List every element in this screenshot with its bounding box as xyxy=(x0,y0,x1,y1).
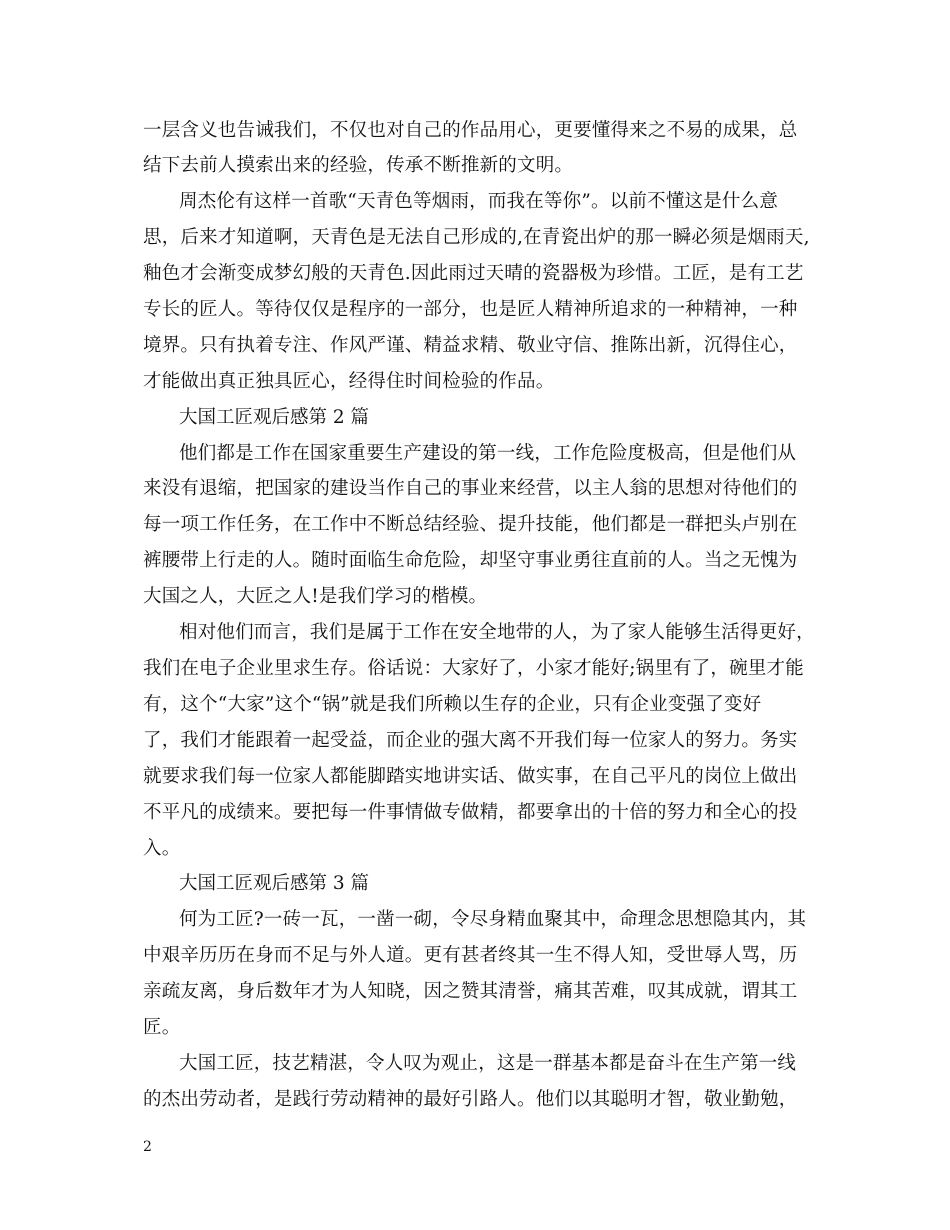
text-line: 思，后来才知道啊，天青色是无法自己形成的,在青瓷出炉的那一瞬必须是烟雨天, xyxy=(143,227,810,248)
text-line: 亲疏友离，身后数年才为人知晓，因之赞其清誉，痛其苦难，叹其成就，谓其工 xyxy=(143,981,798,1002)
text-line: 了，我们才能跟着一起受益，而企业的强大离不开我们每一位家人的努力。务实 xyxy=(143,730,798,751)
text-line: 结下去前人摸索出来的经验，传承不断推新的文明。 xyxy=(143,155,574,176)
text-line: 裤腰带上行走的人。随时面临生命危险，却坚守事业勇往直前的人。当之无愧为 xyxy=(143,550,798,571)
section-heading-3: 大国工匠观后感第 3 篇 xyxy=(179,873,370,894)
text-line: 一层含义也告诫我们，不仅也对自己的作品用心，更要懂得来之不易的成果，总 xyxy=(143,120,798,141)
text-line: 的杰出劳动者，是践行劳动精神的最好引路人。他们以其聪明才智，敬业勤勉， xyxy=(143,1089,798,1110)
text-line: 釉色才会渐变成梦幻般的天青色.因此雨过天晴的瓷器极为珍惜。工匠，是有工艺 xyxy=(143,263,804,284)
text-line: 大国工匠，技艺精湛，令人叹为观止，这是一群基本都是奋斗在生产第一线 xyxy=(179,1053,797,1074)
text-line: 来没有退缩，把国家的建设当作自己的事业来经营，以主人翁的思想对待他们的 xyxy=(143,478,798,499)
text-line: 大国之人，大匠之人!是我们学习的楷模。 xyxy=(143,586,488,607)
text-line: 有，这个“大家”这个“锅”就是我们所赖以生存的企业，只有企业变强了变好 xyxy=(143,694,762,715)
text-line: 匠。 xyxy=(143,1017,181,1038)
text-line: 中艰辛历历在身而不足与外人道。更有甚者终其一生不得人知，受世辱人骂，历 xyxy=(143,945,798,966)
text-line: 何为工匠?一砖一瓦，一凿一砌，令尽身精血聚其中，命理念思想隐其内，其 xyxy=(179,909,807,930)
text-line: 周杰伦有这样一首歌“天青色等烟雨，而我在等你”。以前不懂这是什么意 xyxy=(179,191,779,212)
text-line: 他们都是工作在国家重要生产建设的第一线，工作危险度极高，但是他们从 xyxy=(179,443,797,464)
text-line: 境界。只有执着专注、作风严谨、精益求精、敬业守信、推陈出新，沉得住心， xyxy=(143,335,798,356)
text-line: 我们在电子企业里求生存。俗话说：大家好了，小家才能好;锅里有了，碗里才能 xyxy=(143,658,804,679)
section-heading-2: 大国工匠观后感第 2 篇 xyxy=(179,407,370,428)
page-number: 2 xyxy=(143,1139,152,1155)
text-line: 相对他们而言，我们是属于工作在安全地带的人，为了家人能够生活得更好， xyxy=(179,622,815,643)
text-line: 入。 xyxy=(143,838,181,859)
text-line: 不平凡的成绩来。要把每一件事情做专做精，都要拿出的十倍的努力和全心的投 xyxy=(143,802,798,823)
text-line: 每一项工作任务，在工作中不断总结经验、提升技能，他们都是一群把头卢别在 xyxy=(143,514,798,535)
text-line: 才能做出真正独具匠心，经得住时间检验的作品。 xyxy=(143,371,555,392)
text-line: 就要求我们每一位家人都能脚踏实地讲实话、做实事，在自己平凡的岗位上做出 xyxy=(143,766,798,787)
text-line: 专长的匠人。等待仅仅是程序的一部分，也是匠人精神所追求的一种精神，一种 xyxy=(143,299,798,320)
